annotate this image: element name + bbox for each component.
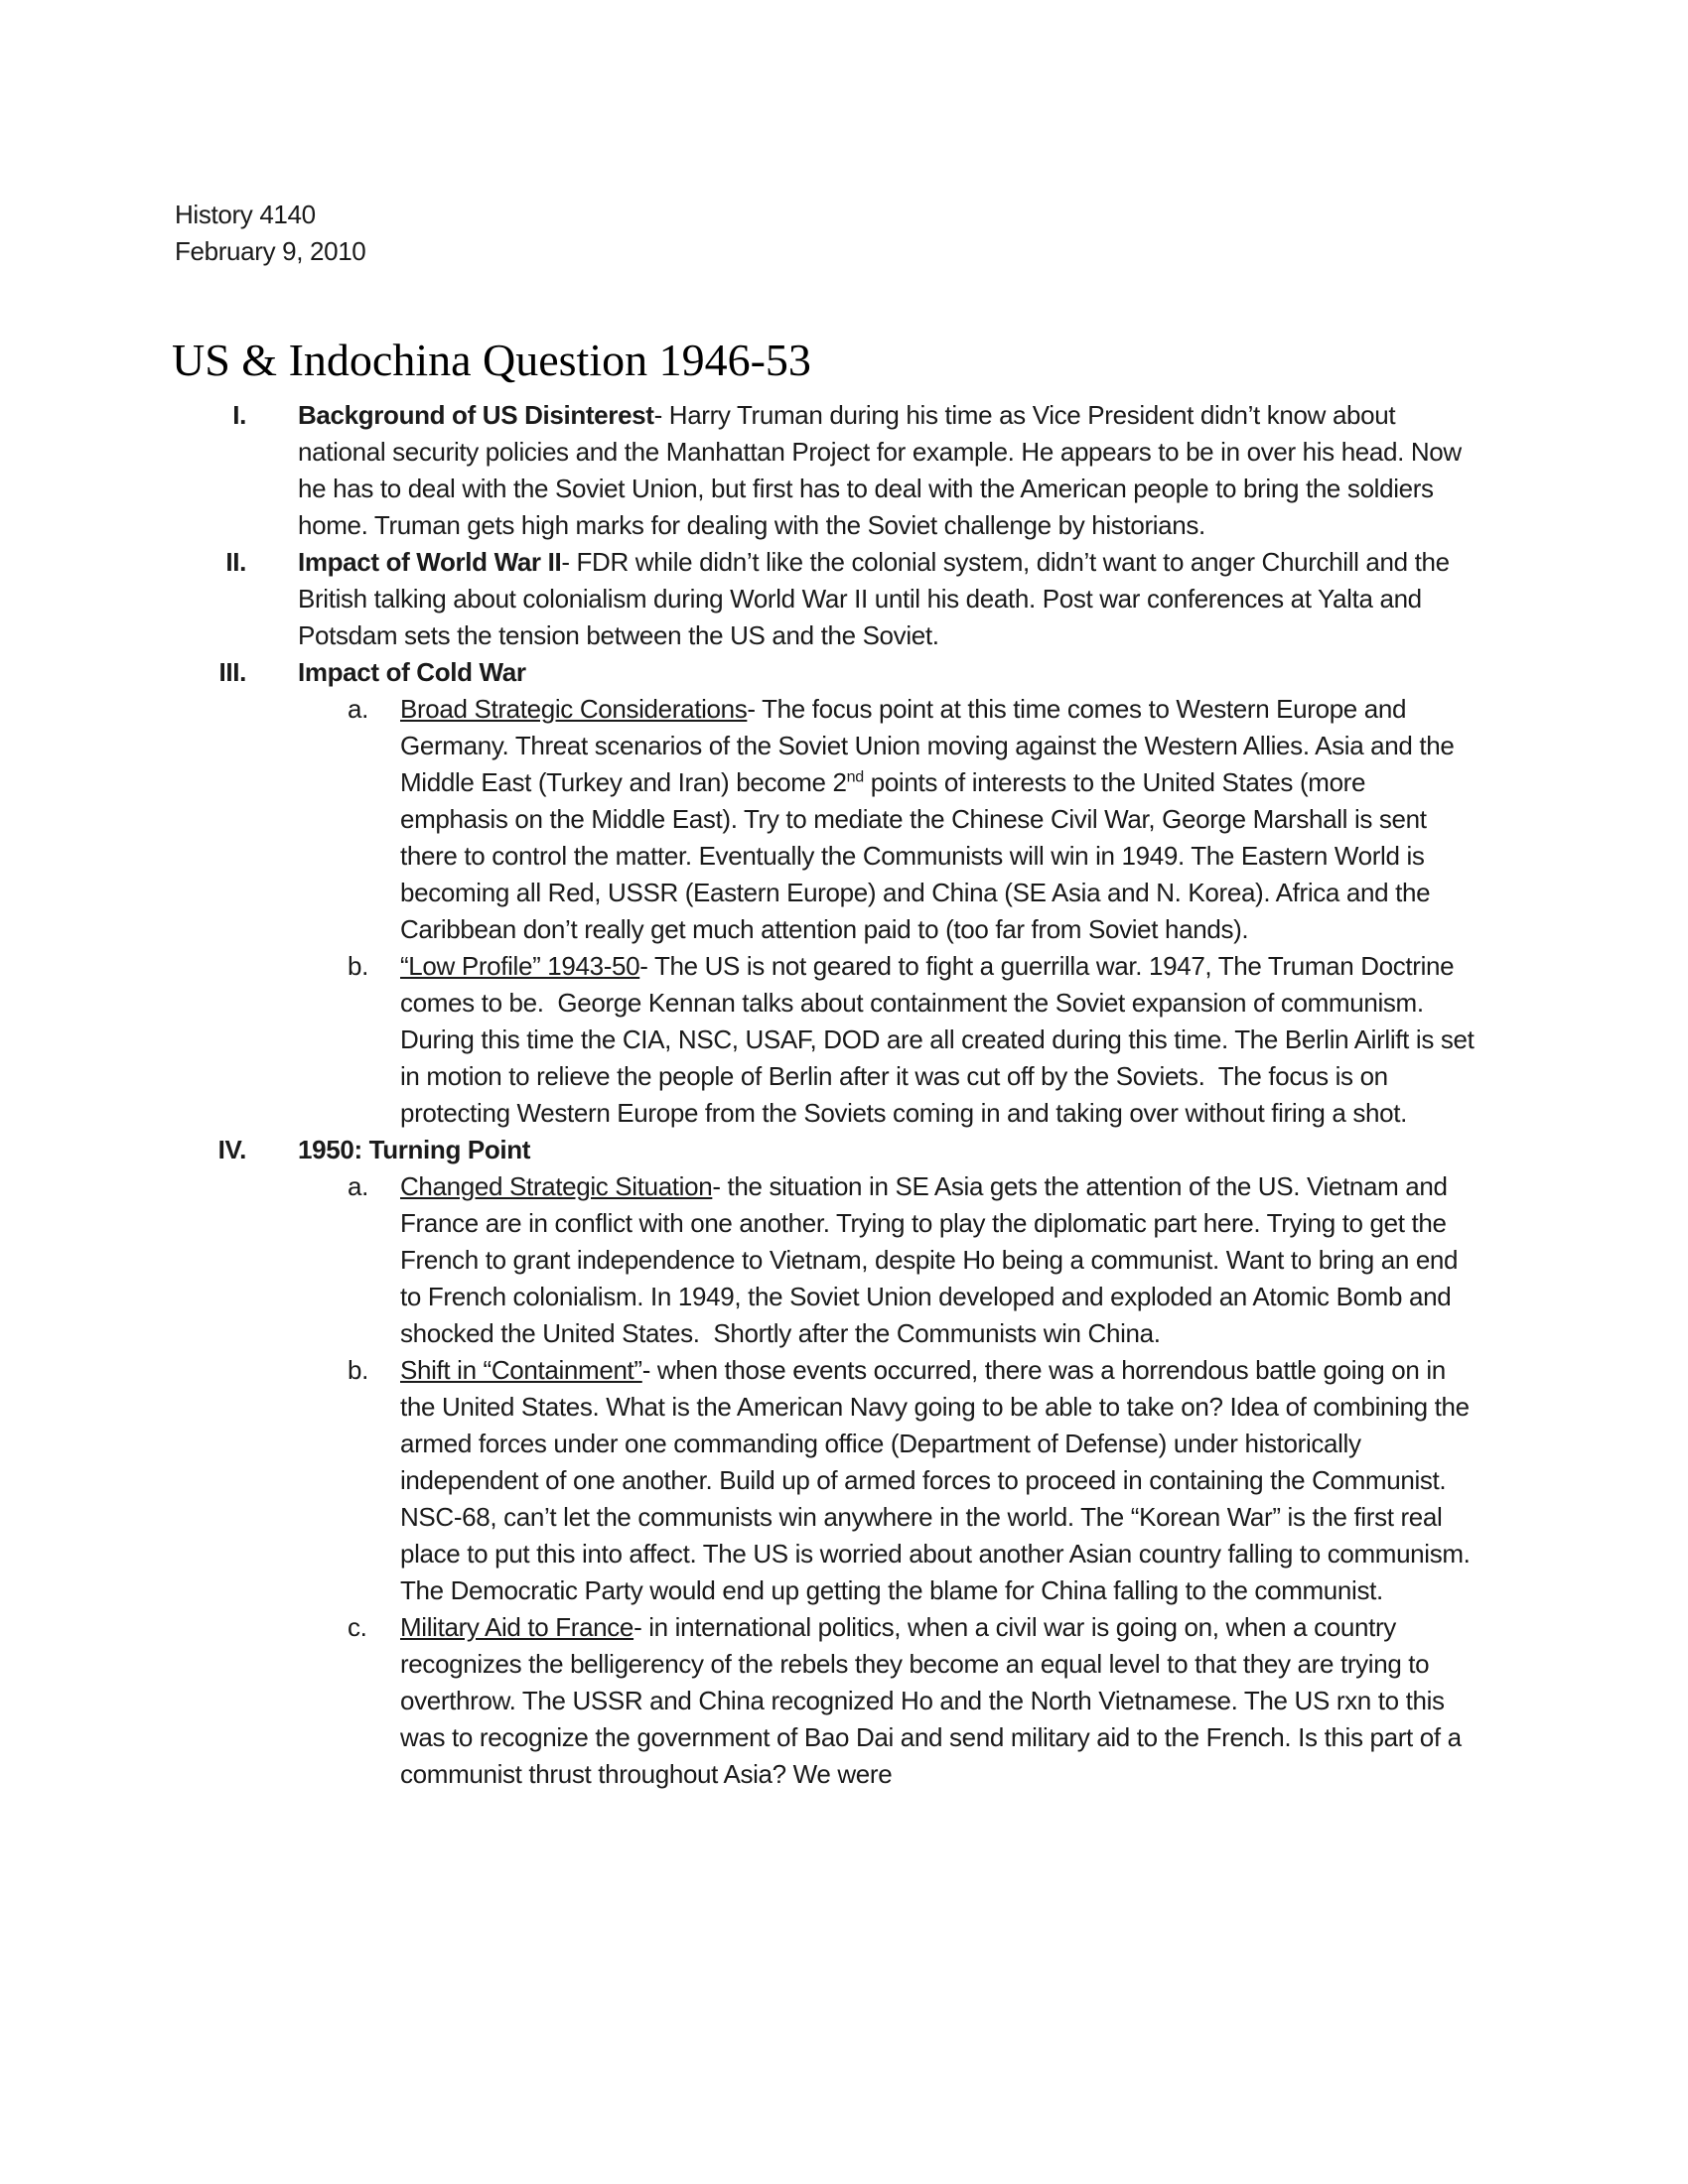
item-text [400, 1168, 1479, 1352]
item-letter: c. [348, 1612, 367, 1642]
course-line: History 4140 [175, 200, 316, 229]
item-label: “Low Profile” 1943-50 [400, 951, 640, 981]
item-label: Broad Strategic Considerations [400, 694, 748, 724]
item-text [400, 691, 1479, 948]
item-body: - Harry Truman during his time as Vice President didn’t know about national security policies and the Manhattan Project for example. He appears to be in over his head. Now he has to deal with the Soviet Union, but first has to deal with the American people to bring the soldiers home. Truman gets high marks for dealing with the Soviet challenge by historians. [298, 400, 1469, 540]
item-body: - The US is not geared to fight a guerrilla war. 1947, The Truman Doctrine comes to be. George Kennan talks about containment the Soviet expansion of communism. During this time the CIA, NSC, USAF, DOD are all created during this time. The Berlin Airlift is set in motion to relieve the people of Berlin after it was cut off by the Soviets. The focus is on protecting Western Europe from the Soviets coming in and taking over without firing a shot. [400, 951, 1481, 1128]
item-body-post: points of interests to the United States (more emphasis on the Middle East). Try to mediate the Chinese Civil War, George Marshall is sent there to control the matter. Eventually the Communists will win in 1949. The Eastern World is becoming all Red, USSR (Eastern Europe) and China (SE Asia and N. Korea). Africa and the Caribbean don’t really get much attention paid to (too far from Soviet hands). [400, 767, 1438, 944]
item-heading: Impact of Cold War [298, 657, 526, 687]
outline-item-III-b [0, 948, 1479, 1132]
item-text [298, 1132, 1479, 1168]
outline-item-IV-a [0, 1168, 1479, 1352]
date-line: February 9, 2010 [175, 236, 366, 266]
item-text [298, 397, 1479, 544]
item-label: Shift in “Containment” [400, 1355, 642, 1385]
doc-title: US & Indochina Question 1946-53 [172, 335, 811, 385]
outline-item-IV-c [0, 1609, 1479, 1793]
ordinal-superscript: nd [846, 767, 864, 786]
item-numeral: I. [232, 400, 246, 430]
item-body: - in international politics, when a civil war is going on, when a country recognizes the belligerency of the rebels they become an equal level to that they are trying to overthrow. The USSR and China recognized Ho and the North Vietnamese. The US rxn to this was to recognize the government of Bao Dai and send military aid to the French. Is this part of a communist thrust throughout Asia? We were [400, 1612, 1469, 1789]
item-text [400, 1609, 1479, 1793]
item-numeral: IV. [217, 1135, 246, 1164]
item-text [400, 1352, 1479, 1609]
doc-header [175, 0, 1688, 270]
item-numeral: II. [225, 547, 246, 577]
item-letter: b. [348, 1355, 368, 1385]
outline-item-III-a [0, 691, 1479, 948]
item-body: - FDR while didn’t like the colonial system, didn’t want to anger Churchill and the British talking about colonialism during World War II until his death. Post war conferences at Yalta and Potsdam sets the tension between the US and the Soviet. [298, 547, 1457, 650]
outline-item-IV-b [0, 1352, 1479, 1609]
item-letter: b. [348, 951, 368, 981]
item-text [400, 948, 1479, 1132]
outline [0, 397, 1479, 1793]
outline-item-III [0, 654, 1479, 691]
item-label: Changed Strategic Situation [400, 1171, 713, 1201]
item-heading: 1950: Turning Point [298, 1135, 531, 1164]
outline-item-II [0, 544, 1479, 654]
item-letter: a. [348, 1171, 368, 1201]
item-heading: Impact of World War II [298, 547, 562, 577]
item-text [298, 544, 1479, 654]
item-letter: a. [348, 694, 368, 724]
outline-item-IV [0, 1132, 1479, 1168]
item-numeral: III. [218, 657, 246, 687]
item-heading: Background of US Disinterest [298, 400, 654, 430]
item-body: - the situation in SE Asia gets the attention of the US. Vietnam and France are in conflict with one another. Trying to play the diplomatic part here. Trying to get the French to grant independence to Vietnam, despite Ho being a communist. Want to bring an end to French colonialism. In 1949, the Soviet Union developed and exploded an Atomic Bomb and shocked the United States. Shortly after the Communists win China. [400, 1171, 1466, 1348]
item-body-pre: - The focus point at this time comes to Western Europe and Germany. Threat scenarios of the Soviet Union moving against the Western Allies. Asia and the Middle East (Turkey and Iran) become 2 [400, 694, 1462, 797]
item-label: Military Aid to France [400, 1612, 634, 1642]
item-body: - when those events occurred, there was a horrendous battle going on in the United States. What is the American Navy going to be able to take on? Idea of combining the armed forces under one commanding office (Department of Defense) under historically independent of one another. Build up of armed forces to proceed in containing the Communist. NSC-68, can’t let the communists win anywhere in the world. The “Korean War” is the first real place to put this into affect. The US is worried about another Asian country falling to communism. The Democratic Party would end up getting the blame for China falling to the communist. [400, 1355, 1477, 1605]
item-text [298, 654, 1479, 691]
outline-item-I [0, 397, 1479, 544]
